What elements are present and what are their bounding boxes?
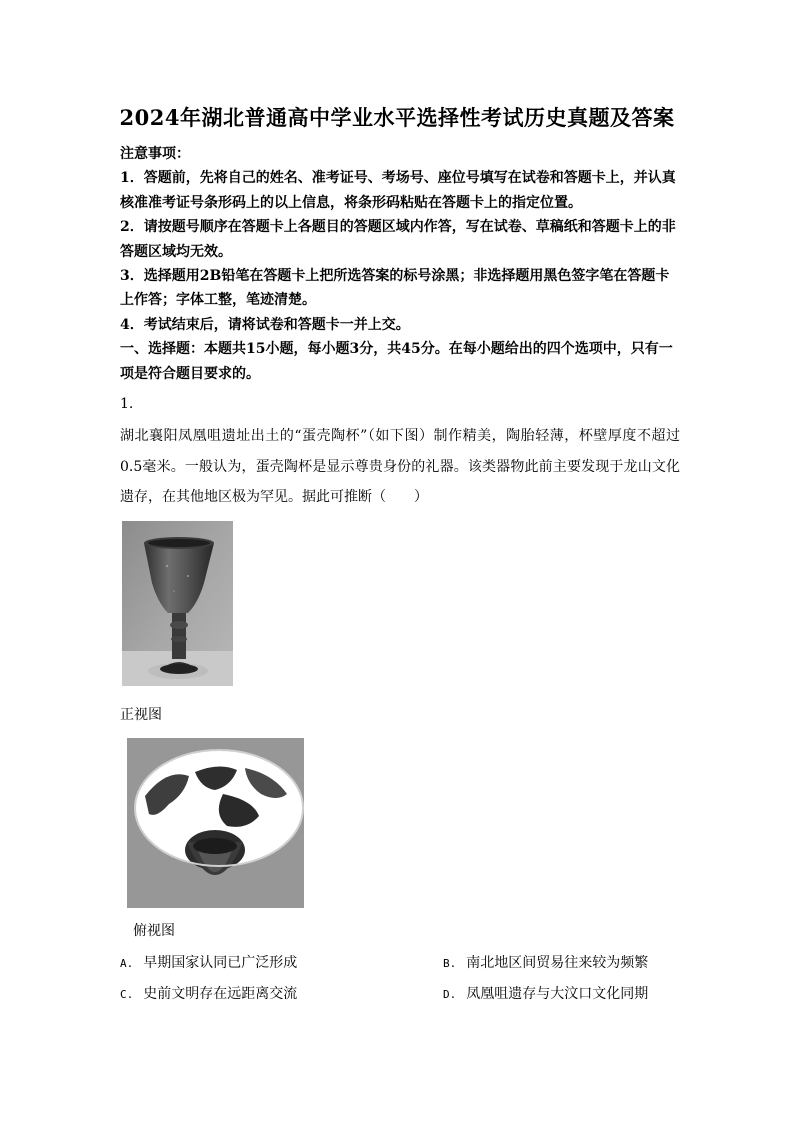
option-b[interactable] (443, 953, 648, 974)
notice-item-4: 4．考试结束后，请将试卷和答题卡一并上交。 (120, 316, 410, 333)
option-c[interactable] (120, 984, 297, 1005)
option-d[interactable] (443, 984, 648, 1005)
option-d-letter: D. (443, 988, 457, 1001)
notice-heading: 注意事项： (120, 146, 190, 162)
option-c-text: 史前文明存在远距离交流 (143, 986, 298, 1002)
notice-item-3: 3．选择题用2B铅笔在答题卡上把所选答案的标号涂黑；非选择题用黑色签字笔在答题卡上作答；字体工整，笔迹清楚。 (120, 268, 670, 309)
option-a-text: 早期国家认同已广泛形成 (143, 955, 298, 971)
notice-item-2: 2．请按题号顺序在答题卡上各题目的答题区域内作答，写在试卷、草稿纸和答题卡上的非答题区域均无效。 (120, 219, 676, 260)
option-b-letter: B. (443, 957, 457, 970)
cup-top-view-photo (127, 738, 304, 908)
option-c-letter: C. (120, 988, 134, 1001)
notice-item-1: 1．答题前，先将自己的姓名、准考证号、考场号、座位号填写在试卷和答题卡上，并认真核准准考证号条形码上的以上信息，将条形码粘贴在答题卡上的指定位置。 (120, 170, 676, 211)
notice-block (120, 142, 680, 386)
question-stem (120, 421, 680, 513)
option-b-text: 南北地区间贸易往来较为频繁 (466, 955, 649, 971)
question-stem-text: 湖北襄阳凤凰咀遗址出土的“蛋壳陶杯”（如下图）制作精美，陶胎轻薄，杯壁厚度不超过0.5毫米。一般认为，蛋壳陶杯是显示尊贵身份的礼器。该类器物此前主要发现于龙山文化遗存，在其他地区极为罕见。据此可推断（ ） (120, 428, 680, 505)
top-view-caption: 俯视图 (133, 923, 175, 939)
option-a-letter: A. (120, 957, 134, 970)
front-view-caption: 正视图 (120, 707, 162, 723)
section-heading: 一、选择题：本题共15小题，每小题3分，共45分。在每小题给出的四个选项中，只有一项是符合题目要求的。 (120, 341, 673, 382)
option-a[interactable] (120, 953, 297, 974)
question-number: 1. (120, 396, 134, 412)
option-d-text: 凤凰咀遗存与大汶口文化同期 (466, 986, 649, 1002)
cup-front-view-photo (122, 521, 233, 686)
page-title: 2024年湖北普通高中学业水平选择性考试历史真题及答案 (119, 105, 675, 130)
